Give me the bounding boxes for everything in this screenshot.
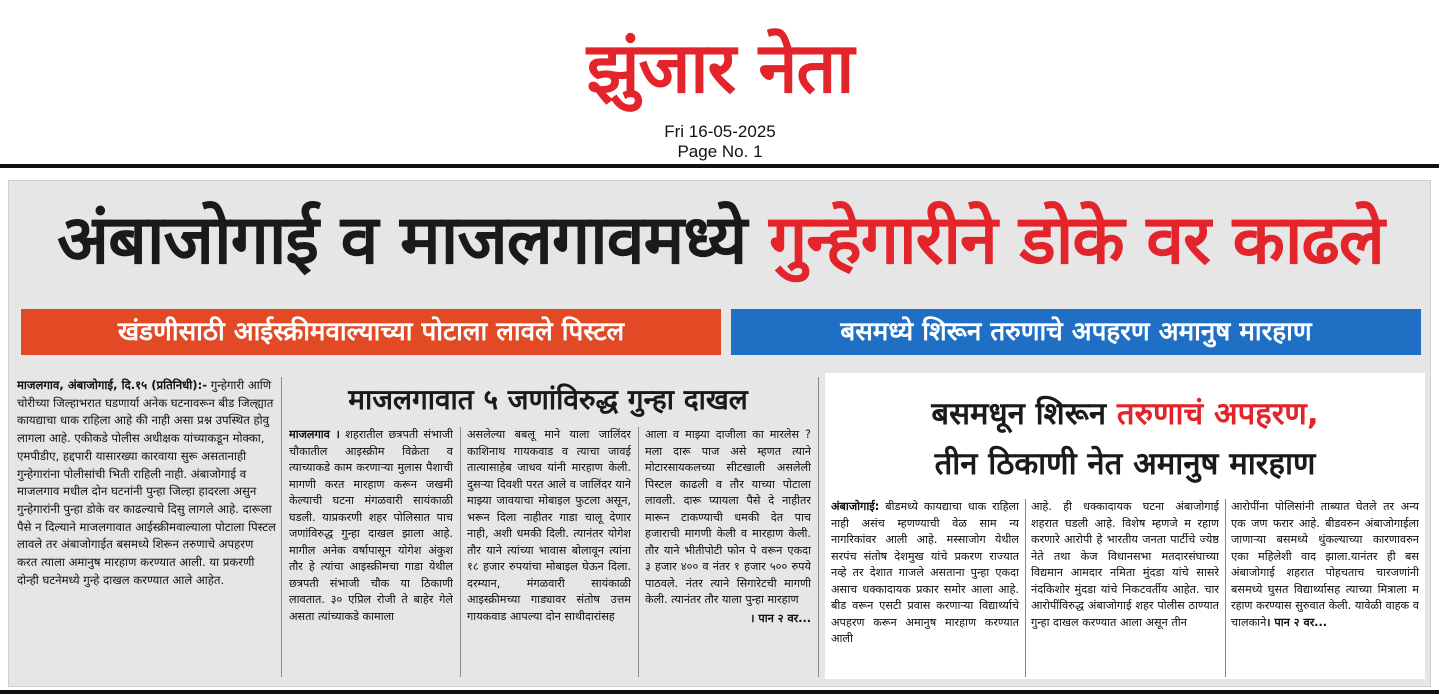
ambajogai-col2-text: आहे. ही धक्कादायक घटना अंबाजोगाई शहरात घडली आहे. विशेष म्हणजे म रहाण करणारे आरोपी हे भारतीय जनता पार्टीचे ज्येष्ठ नेते तथा केज विधानसभा मतदारसंघाच्या विद्यमान आमदार नमिता मुंदडा यांचे सासरे नंदकिशोर मुंदडा यांचे निकटवर्तीय आहेत. चार आरोपींविरुद्ध अंबाजोगाई शहर पोलीस ठाण्यात गुन्हा दाखल करण्यात आला असून तीन (1031, 500, 1219, 629)
page-number: Page No. 1 (677, 142, 763, 161)
intro-body: गुन्हेगारी आणि चोरीच्या जिल्हाभरात घडणार्या अनेक घटनावरून बीड जिल्ह्यात कायद्याचा धाक राहिला आहे की नाही असा प्रश्न उपस्थित होवु लागला आहे. एकीकडे पोलीस अधीक्षक यांच्याकडून मोक्का, एमपीडीए, हद्दपारी यासारख्या कारवाया सुरू असतानाही गुन्हेगारांना पोलीसांची भिती राहिली नाही. अंबाजोगाई व माजलगाव मधील दोन घटनांनी पुन्हा जिल्हा हादरला असुन गुन्हेगारांनी पुन्हा डोके वर काढल्याचे दिसु लागले आहे. दारूला पैसे न दिल्याने माजलगावात आईस्क्रीमवाल्याला पोटाला पिस्टल लावले तर अंबाजोगाईत बसमध्ये शिरून तरुणाचे अपहरण करत त्याला अमानुष मारहाण करण्यात आली. या प्रकरणी दोन्ही घटनेमध्ये गुन्हे दाखल करण्यात आले आहेत. (17, 378, 276, 587)
main-headline (13, 185, 1428, 297)
column-divider (638, 427, 639, 677)
majalgaon-story-col3 (645, 427, 811, 683)
majalgaon-col2-text: असलेल्या बबलू माने याला जालिंदर काशिनाथ गायकवाड व त्याचा जावई तात्यासाहेब जाधव यांनी मारहाण केली. दुसऱ्या दिवशी परत आले व जालिंदर याने माझ्या जावयाचा मोबाइल फुटला असून, भरून दिला नाहीतर गाडा चालू देणार नाही, अशी धमकी दिली. त्यानंतर योगेश तौर याने त्यांच्या भावास बोलावून त्यांना १८ हजार रुपयांचा मोबाइल घेऊन दिला. दरम्यान, मंगळवारी सायंकाळी आइस्क्रीमच्या गाड्यावर संतोष उत्तम गायकवाड आपल्या दोन साथीदारांसह (467, 428, 631, 623)
column-divider (1025, 499, 1026, 677)
news-clipping (8, 180, 1431, 687)
edition-date: Fri 16-05-2025 (664, 122, 776, 141)
majalgaon-col3-text: आला व माझ्या दाजीला का मारलेस ? मला दारू पाज असे म्हणत त्याने मोटारसायकलच्या सीटखाली असलेली पिस्टल काढली व तौर याच्या पोटाला लावली. दारू प्यायला पैसे दे नाहीतर मारून टाकण्याची धमकी देत पाच हजाराची मागणी केली व मारहाण केली. तौर याने भीतीपोटी फोन पे वरून एकदा ३ हजार ४०० व नंतर १ हजार ५०० रुपये पाठवले. नंतर त्याने सिगारेटची मागणी केली. त्यानंतर तौर याला पुन्हा मारहाण (645, 428, 811, 606)
majalgaon-col1-text: शहरातील छत्रपती संभाजी चौकातील आइस्क्रीम विक्रेता व त्याच्याकडे काम करणाऱ्या मुलास पैशाची मागणी करत मारहाण करून जखमी केल्याची घटना मंगळवारी सायंकाळी घडली. याप्रकरणी शहर पोलिसात पाच जणांविरुद्ध गुन्हा दाखल झाला आहे. मागील अनेक वर्षापासून योगेश अंकुश तौर हे त्यांचा आइस्क्रीमचा गाडा येथील छत्रपती संभाजी चौक या ठिकाणी लावतात. ३० एप्रिल रोजी ते बाहेर गेले असता त्यांच्याकडे कामाला (289, 428, 453, 623)
masthead (0, 0, 1439, 166)
column-divider (818, 377, 819, 677)
subhead-red-bar: खंडणीसाठी आईस्क्रीमवाल्याच्या पोटाला लावले पिस्टल (21, 309, 721, 355)
majalgaon-dateline: माजलगाव । (289, 428, 340, 441)
newspaper-logo[interactable]: झुंजार नेता (586, 27, 854, 109)
intro-dateline: माजलगाव, अंबाजोगाई, दि.१५ (प्रतिनिधी):- (17, 378, 208, 392)
ambajogai-continued: । पान २ वर... (1266, 615, 1328, 629)
subhead-blue-bar: बसमध्ये शिरून तरुणाचे अपहरण अमानुष मारहाण (731, 309, 1421, 355)
column-divider (460, 427, 461, 677)
majalgaon-story-col2 (467, 427, 631, 683)
intro-column (17, 377, 277, 677)
ambajogai-dateline: अंबाजोगाई: (831, 500, 880, 513)
column-divider (1225, 499, 1226, 677)
ambajogai-col2 (1031, 499, 1219, 679)
ambajogai-story (825, 373, 1425, 679)
majalgaon-story-headline: माजलगावात ५ जणांविरुद्ध गुन्हा दाखल (348, 383, 748, 416)
ambajogai-headline-line2: तीन ठिकाणी नेत अमानुष मारहाण (934, 446, 1316, 482)
ambajogai-headline-red: तरुणाचं अपहरण, (1116, 396, 1319, 432)
ambajogai-col1 (831, 499, 1019, 679)
majalgaon-story-col1 (289, 427, 453, 683)
main-headline-part1: अंबाजोगाई व माजलगावमध्ये (57, 201, 769, 280)
ambajogai-col1-text: बीडमध्ये कायद्याचा धाक राहिला नाही असंच म्हणण्याची वेळ साम न्य नागरिकांवर आली आहे. मस्साजोग येथील सरपंच संतोष देशमुख यांचे प्रकरण राज्यात नव्हे तर देशात गाजले असताना पुन्हा एकदा असाच धक्कादायक प्रकार समोर आला आहे. बीड वरून एसटी प्रवास करणाऱ्या विद्यार्थ्याचे अपहरण करून अमानुष मारहाण करण्यात आली (831, 500, 1019, 645)
main-headline-part2: गुन्हेगारीने डोके वर काढले (768, 201, 1384, 280)
ambajogai-col3 (1231, 499, 1419, 679)
column-divider (281, 377, 282, 677)
bottom-divider (0, 690, 1439, 694)
ambajogai-headline-line1 (825, 393, 1425, 435)
majalgaon-continued: । पान २ वर... (750, 611, 811, 625)
top-divider (0, 164, 1439, 168)
ambajogai-headline-black: बसमधून शिरून (931, 396, 1117, 432)
ambajogai-col3-text: आरोपींना पोलिसांनी ताब्यात घेतले तर अन्य एक जण फरार आहे. बीडवरुन अंबाजोगाईला जाणाऱ्या बसमध्ये थुंकल्याच्या कारणावरुन एका महिलेशी वाद झाला.यानंतर ही बस अंबाजोगाई शहरात पोहचताच चारजणांनी बसमध्ये घुसत विद्यार्थ्यासह त्याच्या मित्राला म रहाण करण्यास सुरुवात केली. यावेळी वाहक व चालकाने (1231, 500, 1419, 629)
